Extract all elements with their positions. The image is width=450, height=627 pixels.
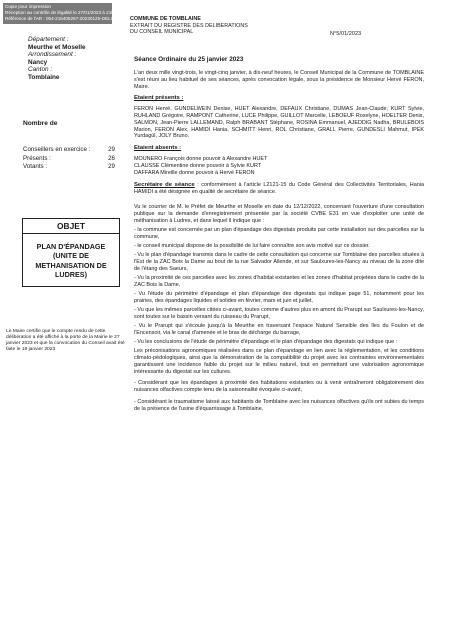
count-label: Conseillers en exercice : [23, 146, 91, 153]
body-paragraph: Vu le courrier de M. le Préfet de Meurthe et Moselle en date du 12/12/2022, concernant l'ouverture d'une consultation publique sur la demande d'enregistrement présentée par la société CVBE E31 en vue d'exploiter une unité de méthanisation à Ludres, et dans lequel il indique que : [134, 204, 424, 224]
arrondissement-label: Arrondissement : [28, 51, 77, 59]
main-body [134, 70, 424, 415]
canton-value: Tomblaine [28, 73, 60, 81]
body-paragraph: - Considérant que les épandages à proximité des habitations existantes ou à venir entraîneront obligatoirement des nuisances olfactives compte tenu de la saisonnalité évoquée ci-avant, [134, 380, 424, 394]
stamp-line: Référence de l'AR : 054-215405267-20230125-DEL0501/2023-DE [5, 16, 141, 22]
departement-label: Département : [28, 36, 69, 43]
count-label: Présents : [23, 154, 51, 162]
member-counts [23, 146, 115, 172]
absent-item: MOUNERO François donne pouvoir à Alexandre HUET [134, 155, 268, 162]
count-value: 29 [108, 163, 115, 171]
stamp-line: Copie pour impression [5, 4, 51, 9]
body-paragraph: - la commune est concernée par un plan d'épandage des digestats produits par cette installation sur des parcelles sur la commune, [134, 227, 424, 240]
secretaire-title: Secrétaire de séance [134, 182, 195, 189]
absent-item: DAFFARA Mireille donne pouvoir à Hervé FERON [134, 169, 255, 176]
count-value: 26 [108, 154, 115, 162]
objet-title: OBJET [23, 221, 119, 234]
administrative-info [28, 36, 118, 82]
objet-subject: PLAN D'ÉPANDAGE (UNITE DE METHANISATION DE LUDRES) [35, 242, 107, 280]
presents-list: FERON Hervé, GUNDELWEIN Denise, HUET Alexandre, DEFAUX Christiane, DUMAS Jean-Claude, KURT Sylvie, RUHLAND Grégoire, RAMPONT Catherine, LUCE Philippe, GUILLOT Marcelle, LEBOEUF Roselyne, HOELTER Denis, SALMON, Jean-Pierre LALLEMAND, Ralph BRABANT Stéphane, ROSINA Emmanuel, AJEDDIG Nadha, BRULEBOIS Marion, FERON Alex, HAMIDI Hania, SCHMITT Henri, ROL Christiane, GRALL Pierre, GUNDESLI Mahmut, IPEK Yurdagül, JOLY Bruno. [134, 106, 424, 140]
intro-paragraph: L'an deux mille vingt-trois, le vingt-cinq janvier, à dix-neuf heures, le Conseil Municipal de la Commune de TOMBLAINE s'est réuni au lieu habituel de ses séances, après convocation légale, sous la présidence de Monsieur Hervé FERON, Maire. [134, 70, 424, 90]
body-paragraph: - Considérant le traumatisme laissé aux habitants de Tomblaine avec les nuisances olfactives qu'ils ont subies du temps de la présence de l'usine d'équarrissage à Tomblaine, [134, 398, 424, 412]
extract-line: DU CONSEIL MUNICIPAL [130, 29, 194, 36]
count-row [23, 163, 115, 172]
canton-label: Canton : [28, 66, 53, 74]
body-paragraph: - Vu les conclusions de l'étude de périmètre d'épandage et le plan d'épandage des digestats qui indique que : [134, 339, 398, 346]
absent-item: CLAUSSE Clémentine donne pouvoir à Sylvie KURT [134, 162, 262, 169]
body-paragraph: - Vu la proximité de ces parcelles avec les zones d'habitat existantes et les zones d'habitat projetées dans le cadre de la ZAC Bois la Dame, [134, 275, 424, 288]
document-header [130, 16, 310, 36]
count-value: 29 [108, 146, 115, 153]
departement-value: Meurthe et Moselle [28, 43, 86, 51]
body-paragraph: - Vu le plan d'épandage transmis dans le cadre de cette consultation qui concerne sur Tomblaine des parcelles situées à l'Est de la ZAC Bois la Dame au bout de la rue Salvador Allende, et sur Saulxures-les-Nancy au niveau de la zone dite de l'étang des Saeurs, [134, 252, 424, 272]
arrondissement-value: Nancy [28, 58, 48, 66]
commune-name: COMMUNE DE TOMBLAINE [130, 16, 201, 22]
count-label: Votants : [23, 163, 48, 171]
legality-stamp [3, 3, 141, 24]
seance-title: Séance Ordinaire du 25 janvier 2023 [134, 56, 244, 63]
extract-line: EXTRAIT DU REGISTRE DES DELIBERATIONS [130, 22, 248, 29]
objet-box [22, 218, 120, 287]
secretaire-text: : conformément à l'article L2121-15 du Code Général des Collectivités Territoriales, Hania HAMIDI a été désignée en qualité de secrétaire de séance. [134, 182, 424, 196]
maire-certification: Le Maire certifie que le compte rendu de cette délibération a été affiché à la porte de la Mairie le 27 janvier 2023 et que la convocation du Conseil avait été faite le 18 janvier 2023 [6, 329, 125, 353]
stamp-line: Réception au contrôle de légalité le 27/01/2023 à 21h40 [5, 10, 119, 16]
body-paragraph: Les préconisations agronomiques réalisées dans ce plan d'épandage en lien avec la réglementation, et les conditions climato-pédologiques, ainsi que la démonstration de la compatibilité du projet avec les contraintes environnementales garantissent une incidence faible du projet sur le milieu naturel, tout en permettant une valorisation agronomique intéressante du digestat sur les cultures. [134, 348, 424, 375]
count-row [23, 146, 115, 155]
body-paragraph: - Vu l'étude du périmètre d'épandage et plan d'épandage des digestats qui indique page 51, notamment pour les prairies, des épandages liquides et solides en février, mars et juin et juillet, [134, 291, 424, 304]
body-paragraph: - Vu que les mêmes parcelles citées ci-avant, toutes comme d'autres plus en amont du Prarupt sur Saulxures-les-Nancy, sont toutes sur le bassin versant du ruisseau du Prarupt, [134, 307, 424, 320]
deliberation-reference: N°5/01/2023 [330, 31, 362, 37]
body-paragraph: - le conseil municipal dispose de la possibilité de lui faire connaître son avis motivé sur ce dossier. [134, 243, 370, 250]
absents-list [134, 156, 424, 176]
count-row [23, 155, 115, 164]
body-paragraph: - Vu le Prarupt qui s'écoule jusqu'à la Meurthe en traversant l'espace Naturel Sensible des îles du Foulon et de l'Encensoir, via le canal d'amenée et le bras de décharge du barrage, [134, 323, 424, 336]
nombre-title: Nombre de [23, 120, 58, 127]
absents-title: Etaient absents : [134, 145, 182, 152]
presents-title: Etaient présents : [134, 95, 184, 102]
